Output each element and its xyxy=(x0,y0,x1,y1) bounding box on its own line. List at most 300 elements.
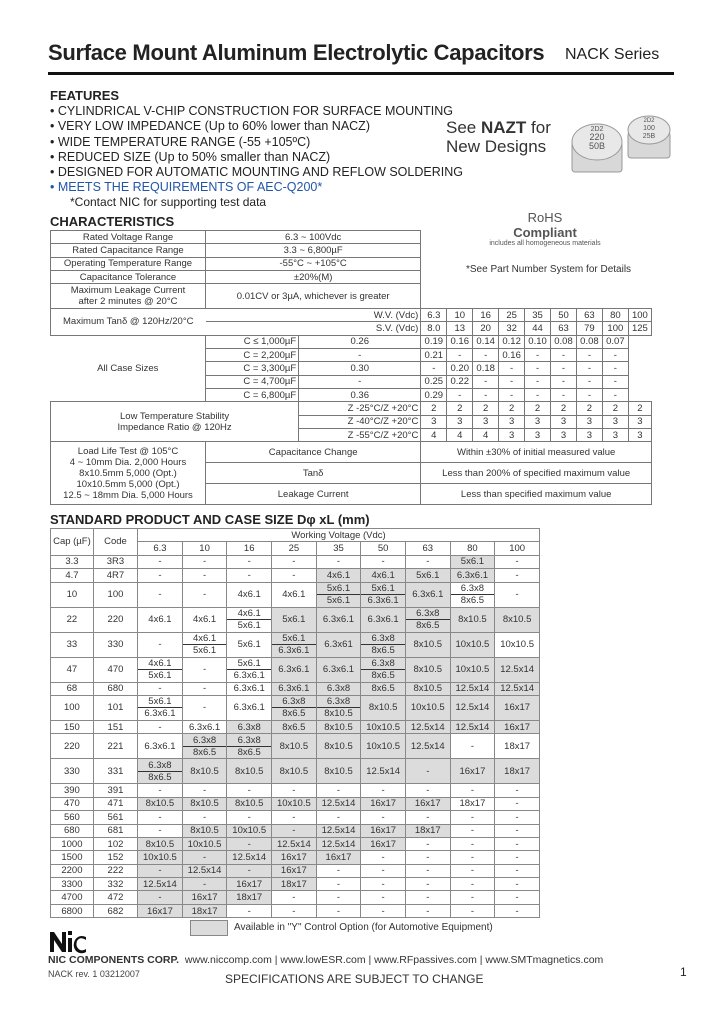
code-cell: 471 xyxy=(93,797,137,810)
size-cell: - xyxy=(495,555,540,568)
size-line: 6.3x6.1 xyxy=(367,595,399,607)
size-line: 5x6.1 xyxy=(361,583,405,595)
size-cell: 8x10.5 xyxy=(182,759,227,784)
code-cell: 100 xyxy=(93,582,137,607)
size-cell: 10x10.5 xyxy=(361,734,406,759)
company-name: NIC COMPONENTS CORP. xyxy=(48,954,180,966)
cap-cell: 6800 xyxy=(51,904,94,917)
size-line: 5x6.1 xyxy=(138,696,182,708)
cap-cell: 1000 xyxy=(51,837,94,850)
tan-cond: C = 6,800µF xyxy=(206,388,299,401)
size-cell: - xyxy=(450,734,495,759)
cap2-text2: 100 xyxy=(643,125,655,132)
tan-cell: - xyxy=(602,388,628,401)
col-wv-header: Working Voltage (Vdc) xyxy=(138,529,540,542)
page-title: Surface Mount Aluminum Electrolytic Capacitors xyxy=(48,40,545,65)
cap-cell: 4.7 xyxy=(51,569,94,582)
size-cell: 18x17 xyxy=(495,734,540,759)
tan-cond: C = 2,200µF xyxy=(206,349,299,362)
product-row xyxy=(51,851,540,864)
size-line: 5x6.1 xyxy=(326,595,351,607)
product-row xyxy=(51,784,540,797)
tan-cell: - xyxy=(602,349,628,362)
size-cell: - xyxy=(405,878,450,891)
size-line: 6.3x6.1 xyxy=(278,645,310,657)
size-line: 5x6.1 xyxy=(237,620,261,632)
size-cell: - xyxy=(182,784,227,797)
size-cell: 12.5x14 xyxy=(450,720,495,733)
size-cell: - xyxy=(138,864,183,877)
cap-cell: 22 xyxy=(51,607,94,632)
tan-cell: - xyxy=(447,388,473,401)
size-line: 6.3x6.1 xyxy=(144,708,176,720)
size-cell: - xyxy=(316,878,361,891)
sv-cell: 79 xyxy=(576,322,602,335)
size-cell: 12.5x14 xyxy=(316,824,361,837)
loadlife-param: Tanδ xyxy=(206,463,421,484)
size-cell: 16x17 xyxy=(316,851,361,864)
size-line: 4x6.1 xyxy=(138,658,182,670)
code-cell: 680 xyxy=(93,682,137,695)
promo-line2: New Designs xyxy=(446,137,547,156)
feature-item: • REDUCED SIZE (Up to 50% smaller than NACZ) xyxy=(50,149,331,164)
cap2-text3: 25B xyxy=(642,133,656,140)
size-cell xyxy=(316,582,361,607)
size-cell: 16x17 xyxy=(138,904,183,917)
code-cell: 332 xyxy=(93,878,137,891)
size-cell: 6.3x6.1 xyxy=(405,582,450,607)
size-cell: 6.3x8 xyxy=(227,720,272,733)
tan-cell: 0.21 xyxy=(421,349,447,362)
size-cell: - xyxy=(272,555,317,568)
promo-post: for xyxy=(526,118,551,137)
product-row xyxy=(51,720,540,733)
sv-cell: 125 xyxy=(628,322,651,335)
size-cell: 6.3x6.1 xyxy=(182,720,227,733)
size-cell: - xyxy=(272,824,317,837)
wv-cell: 6.3 xyxy=(421,309,447,322)
size-cell: - xyxy=(495,582,540,607)
sv-cell: 20 xyxy=(473,322,499,335)
voltage-header: 100 xyxy=(495,542,540,555)
cap-cell: 3300 xyxy=(51,878,94,891)
size-cell: 8x10.5 xyxy=(405,657,450,682)
size-cell: - xyxy=(405,851,450,864)
size-cell: 6.3x6.1 xyxy=(450,569,495,582)
tan-cell: - xyxy=(525,388,551,401)
tan-cell: 0.30 xyxy=(299,362,421,375)
code-cell: 152 xyxy=(93,851,137,864)
size-cell: - xyxy=(316,784,361,797)
product-heading: STANDARD PRODUCT AND CASE SIZE Dφ xL (mm) xyxy=(50,512,370,527)
tan-cell: - xyxy=(576,375,602,388)
tan-cell: 0.08 xyxy=(576,335,602,348)
tan-cell: - xyxy=(602,375,628,388)
loadlife-line: 12.5 ~ 18mm Dia. 5,000 Hours xyxy=(63,489,193,501)
code-cell: 102 xyxy=(93,837,137,850)
sv-label: S.V. (Vdc) xyxy=(206,322,421,335)
size-cell: 8x10.5 xyxy=(495,607,540,632)
lowtemp-cell: 3 xyxy=(473,415,499,428)
lowtemp-cond: Z -40°C/Z +20°C xyxy=(299,415,421,428)
size-cell xyxy=(316,695,361,720)
feature-item: • VERY LOW IMPEDANCE (Up to 60% lower than NACZ) xyxy=(50,119,370,134)
wv-cell: 50 xyxy=(551,309,577,322)
tan-cell: 0.12 xyxy=(499,335,525,348)
tan-cell: 0.10 xyxy=(525,335,551,348)
cap-cell: 680 xyxy=(51,824,94,837)
size-line: 8x6.5 xyxy=(192,746,217,758)
size-cell: 8x10.5 xyxy=(405,682,450,695)
product-row xyxy=(51,824,540,837)
size-cell: - xyxy=(316,864,361,877)
size-cell: - xyxy=(405,891,450,904)
size-cell: - xyxy=(495,864,540,877)
cap-cell: 1500 xyxy=(51,851,94,864)
part-number-note: *See Part Number System for Details xyxy=(466,264,632,275)
code-cell: 330 xyxy=(93,632,137,657)
size-cell: - xyxy=(138,682,183,695)
size-cell: 6.3x6.1 xyxy=(138,734,183,759)
size-cell xyxy=(227,607,272,632)
size-cell: - xyxy=(405,784,450,797)
size-cell: - xyxy=(495,878,540,891)
size-cell: 4x6.1 xyxy=(361,569,406,582)
size-cell: - xyxy=(272,569,317,582)
size-cell: - xyxy=(227,784,272,797)
size-cell xyxy=(227,734,272,759)
size-cell: 12.5x14 xyxy=(138,878,183,891)
size-cell: 16x17 xyxy=(272,864,317,877)
feature-aec: • MEETS THE REQUIREMENTS OF AEC-Q200* xyxy=(50,180,323,195)
tan-cell: 0.19 xyxy=(421,335,447,348)
size-cell: - xyxy=(227,904,272,917)
char-label: Rated Capacitance Range xyxy=(51,244,206,257)
cap1-text1: 2D2 xyxy=(590,126,604,133)
size-cell xyxy=(361,657,406,682)
loadlife-value: Less than 200% of specified maximum value xyxy=(421,463,652,484)
size-line: 6.3x8 xyxy=(227,735,271,747)
lowtemp-cell: 3 xyxy=(628,415,651,428)
lowtemp-cell: 3 xyxy=(551,415,577,428)
sv-cell: 44 xyxy=(525,322,551,335)
size-cell: 16x17 xyxy=(227,878,272,891)
size-cell: - xyxy=(361,891,406,904)
cap-cell: 68 xyxy=(51,682,94,695)
size-cell: 12.5x14 xyxy=(182,864,227,877)
lowtemp-cell: 4 xyxy=(421,428,447,441)
leakage-label1: Maximum Leakage Current xyxy=(70,285,186,297)
size-cell: 8x10.5 xyxy=(316,734,361,759)
voltage-header: 10 xyxy=(182,542,227,555)
tan-cell: 0.08 xyxy=(551,335,577,348)
tan-cell: - xyxy=(473,388,499,401)
product-row xyxy=(51,878,540,891)
lowtemp-label1: Low Temperature Stability xyxy=(120,410,230,422)
size-cell: - xyxy=(138,784,183,797)
size-cell: - xyxy=(138,555,183,568)
size-line: 5x6.1 xyxy=(317,583,361,595)
voltage-header: 50 xyxy=(361,542,406,555)
tan-cell: 0.36 xyxy=(299,388,421,401)
cap-cell: 47 xyxy=(51,657,94,682)
size-cell: - xyxy=(182,878,227,891)
size-cell: - xyxy=(450,837,495,850)
size-cell: - xyxy=(272,784,317,797)
loadlife-line: 8x10.5mm 5,000 (Opt.) xyxy=(79,467,177,479)
tan-label: Maximum Tanδ @ 120Hz/20°C xyxy=(51,309,206,336)
product-row xyxy=(51,607,540,632)
tan-cell: 0.25 xyxy=(421,375,447,388)
size-cell: - xyxy=(182,682,227,695)
col-cap-header: Cap (µF) xyxy=(51,529,94,556)
size-cell: 5x6.1 xyxy=(272,607,317,632)
product-row xyxy=(51,797,540,810)
code-cell: 4R7 xyxy=(93,569,137,582)
code-cell: 470 xyxy=(93,657,137,682)
wv-cell: 80 xyxy=(602,309,628,322)
size-cell: - xyxy=(138,569,183,582)
code-cell: 101 xyxy=(93,695,137,720)
size-cell: - xyxy=(361,878,406,891)
lowtemp-row xyxy=(51,402,652,415)
size-line: 8x6.5 xyxy=(148,771,172,783)
size-cell: 6.3x8 xyxy=(316,682,361,695)
tan-cell: - xyxy=(447,349,473,362)
size-line: 5x6.1 xyxy=(272,633,316,645)
size-line: 6.3x6.1 xyxy=(233,670,265,682)
size-cell: 10x10.5 xyxy=(495,632,540,657)
tan-cell: 0.22 xyxy=(447,375,473,388)
size-cell: - xyxy=(495,797,540,810)
lowtemp-cell: 2 xyxy=(421,402,447,415)
tan-cell: - xyxy=(525,362,551,375)
lowtemp-cell: 4 xyxy=(447,428,473,441)
code-cell: 561 xyxy=(93,811,137,824)
wv-cell: 16 xyxy=(473,309,499,322)
product-row xyxy=(51,632,540,657)
size-cell: 8x10.5 xyxy=(405,632,450,657)
size-line: 6.3x8 xyxy=(272,696,316,708)
loadlife-value: Less than specified maximum value xyxy=(421,484,652,505)
size-line: 8x6.5 xyxy=(460,595,485,607)
product-row xyxy=(51,582,540,607)
size-cell: 12.5x14 xyxy=(450,682,495,695)
size-cell: 8x10.5 xyxy=(450,607,495,632)
size-cell: 5x6.1 xyxy=(227,632,272,657)
col-code-header: Code xyxy=(93,529,137,556)
size-cell: 5x6.1 xyxy=(405,569,450,582)
size-cell: 12.5x14 xyxy=(316,837,361,850)
size-cell: 10x10.5 xyxy=(138,851,183,864)
tan-row xyxy=(51,335,652,348)
tan-cell: - xyxy=(525,349,551,362)
size-line: 4x6.1 xyxy=(183,633,227,645)
tan-cell: 0.16 xyxy=(499,349,525,362)
product-row xyxy=(51,569,540,582)
size-cell: 6.3x6.1 xyxy=(227,682,272,695)
size-line: 5x6.1 xyxy=(148,670,172,682)
product-row xyxy=(51,657,540,682)
size-cell: 6.3x6.1 xyxy=(272,682,317,695)
size-cell: 4x6.1 xyxy=(316,569,361,582)
tan-cell: 0.18 xyxy=(473,362,499,375)
loadlife-line: 4 ~ 10mm Dia. 2,000 Hours xyxy=(69,456,187,468)
size-line: 6.3x8 xyxy=(317,696,361,708)
size-cell: - xyxy=(182,582,227,607)
size-cell: 10x10.5 xyxy=(450,632,495,657)
size-cell: - xyxy=(495,851,540,864)
product-row xyxy=(51,811,540,824)
size-cell: - xyxy=(361,864,406,877)
size-cell: - xyxy=(182,555,227,568)
leakage-label2: after 2 minutes @ 20°C xyxy=(78,296,178,308)
size-cell: 12.5x14 xyxy=(405,734,450,759)
size-cell: - xyxy=(227,555,272,568)
revision: NACK rev. 1 03212007 xyxy=(48,969,140,979)
tan-cell: - xyxy=(473,349,499,362)
tan-cell: - xyxy=(299,349,421,362)
sv-cell: 100 xyxy=(602,322,628,335)
product-row xyxy=(51,837,540,850)
size-cell: - xyxy=(405,555,450,568)
size-cell: 12.5x14 xyxy=(405,720,450,733)
size-cell: - xyxy=(405,864,450,877)
voltage-header: 25 xyxy=(272,542,317,555)
loadlife-param: Leakage Current xyxy=(206,484,421,505)
size-cell: 16x17 xyxy=(495,720,540,733)
tan-cell: - xyxy=(499,375,525,388)
product-row xyxy=(51,891,540,904)
size-line: 8x6.5 xyxy=(416,620,440,632)
size-cell: 8x10.5 xyxy=(138,837,183,850)
size-cell: 8x10.5 xyxy=(316,720,361,733)
cap-cell: 10 xyxy=(51,582,94,607)
size-cell: - xyxy=(182,657,227,682)
tan-cond: C = 3,300µF xyxy=(206,362,299,375)
size-line: 8x10.5 xyxy=(324,708,353,720)
size-cell: - xyxy=(495,811,540,824)
size-cell: - xyxy=(182,695,227,720)
char-label: Operating Temperature Range xyxy=(51,257,206,270)
voltage-header: 63 xyxy=(405,542,450,555)
size-cell: - xyxy=(495,824,540,837)
size-line: 8x6.5 xyxy=(371,645,395,657)
size-cell: 18x17 xyxy=(495,759,540,784)
footer-line xyxy=(48,954,603,966)
sv-cell: 63 xyxy=(551,322,577,335)
characteristics-heading: CHARACTERISTICS xyxy=(50,214,175,229)
lowtemp-cell: 3 xyxy=(525,415,551,428)
size-cell: 6.3x6.1 xyxy=(361,607,406,632)
lowtemp-cell: 2 xyxy=(551,402,577,415)
product-row xyxy=(51,734,540,759)
code-cell: 682 xyxy=(93,904,137,917)
size-line: 6.3x8 xyxy=(451,583,495,595)
size-cell xyxy=(272,695,317,720)
size-cell: 8x10.5 xyxy=(182,824,227,837)
cap-cell: 4700 xyxy=(51,891,94,904)
tan-cell: - xyxy=(602,362,628,375)
size-cell: - xyxy=(316,904,361,917)
size-line: 5x6.1 xyxy=(227,658,271,670)
size-cell: - xyxy=(227,864,272,877)
size-line: 8x6.5 xyxy=(282,708,306,720)
size-cell: - xyxy=(450,904,495,917)
wv-cell: 100 xyxy=(628,309,651,322)
tan-cell: - xyxy=(576,388,602,401)
code-cell: 220 xyxy=(93,607,137,632)
lowtemp-cell: 3 xyxy=(525,428,551,441)
cap2-text1: 2D2 xyxy=(643,118,655,124)
size-cell: - xyxy=(495,891,540,904)
series-name: NACK Series xyxy=(565,46,660,63)
size-cell: 8x10.5 xyxy=(361,695,406,720)
tan-cond: C = 4,700µF xyxy=(206,375,299,388)
tan-cell: - xyxy=(551,362,577,375)
size-cell: - xyxy=(361,904,406,917)
size-cell: - xyxy=(138,811,183,824)
size-cell: 12.5x14 xyxy=(361,759,406,784)
size-cell: - xyxy=(450,784,495,797)
page-number: 1 xyxy=(680,965,687,979)
size-cell: 4x6.1 xyxy=(272,582,317,607)
char-value: 0.01CV or 3µA, whichever is greater xyxy=(206,284,421,309)
size-line: 6.3x8 xyxy=(361,658,405,670)
lowtemp-cond: Z -25°C/Z +20°C xyxy=(299,402,421,415)
size-cell: - xyxy=(361,811,406,824)
size-cell: - xyxy=(227,837,272,850)
sv-cell: 13 xyxy=(447,322,473,335)
loadlife-param: Capacitance Change xyxy=(206,442,421,463)
wv-cell: 35 xyxy=(525,309,551,322)
size-cell xyxy=(272,632,317,657)
voltage-header: 6.3 xyxy=(138,542,183,555)
lowtemp-cell: 3 xyxy=(602,415,628,428)
cap-cell: 560 xyxy=(51,811,94,824)
size-cell: - xyxy=(138,824,183,837)
size-cell xyxy=(361,582,406,607)
loadlife-label xyxy=(51,442,206,505)
size-cell: 5x6.1 xyxy=(450,555,495,568)
char-value: 3.3 ~ 6,800µF xyxy=(206,244,421,257)
product-row xyxy=(51,555,540,568)
tan-cell: - xyxy=(421,362,447,375)
size-cell: - xyxy=(316,811,361,824)
size-cell: 16x17 xyxy=(361,797,406,810)
tan-cell: 0.20 xyxy=(447,362,473,375)
lowtemp-cell: 3 xyxy=(628,428,651,441)
size-cell: - xyxy=(405,811,450,824)
size-cell: 12.5x14 xyxy=(316,797,361,810)
size-cell: 8x10.5 xyxy=(272,759,317,784)
size-cell: 8x6.5 xyxy=(361,682,406,695)
size-cell: 12.5x14 xyxy=(495,682,540,695)
size-cell: 8x10.5 xyxy=(227,797,272,810)
wv-cell: 25 xyxy=(499,309,525,322)
legend-text: Available in "Y" Control Option (for Automotive Equipment) xyxy=(234,922,493,933)
size-cell xyxy=(138,695,183,720)
size-cell: - xyxy=(495,784,540,797)
tan-cell: - xyxy=(525,375,551,388)
size-cell xyxy=(138,759,183,784)
contact-note: *Contact NIC for supporting test data xyxy=(70,195,267,209)
size-cell: 6.3x6.1 xyxy=(316,607,361,632)
size-cell: 10x10.5 xyxy=(405,695,450,720)
size-cell: 4x6.1 xyxy=(227,582,272,607)
size-cell: - xyxy=(182,811,227,824)
size-cell: 10x10.5 xyxy=(182,837,227,850)
